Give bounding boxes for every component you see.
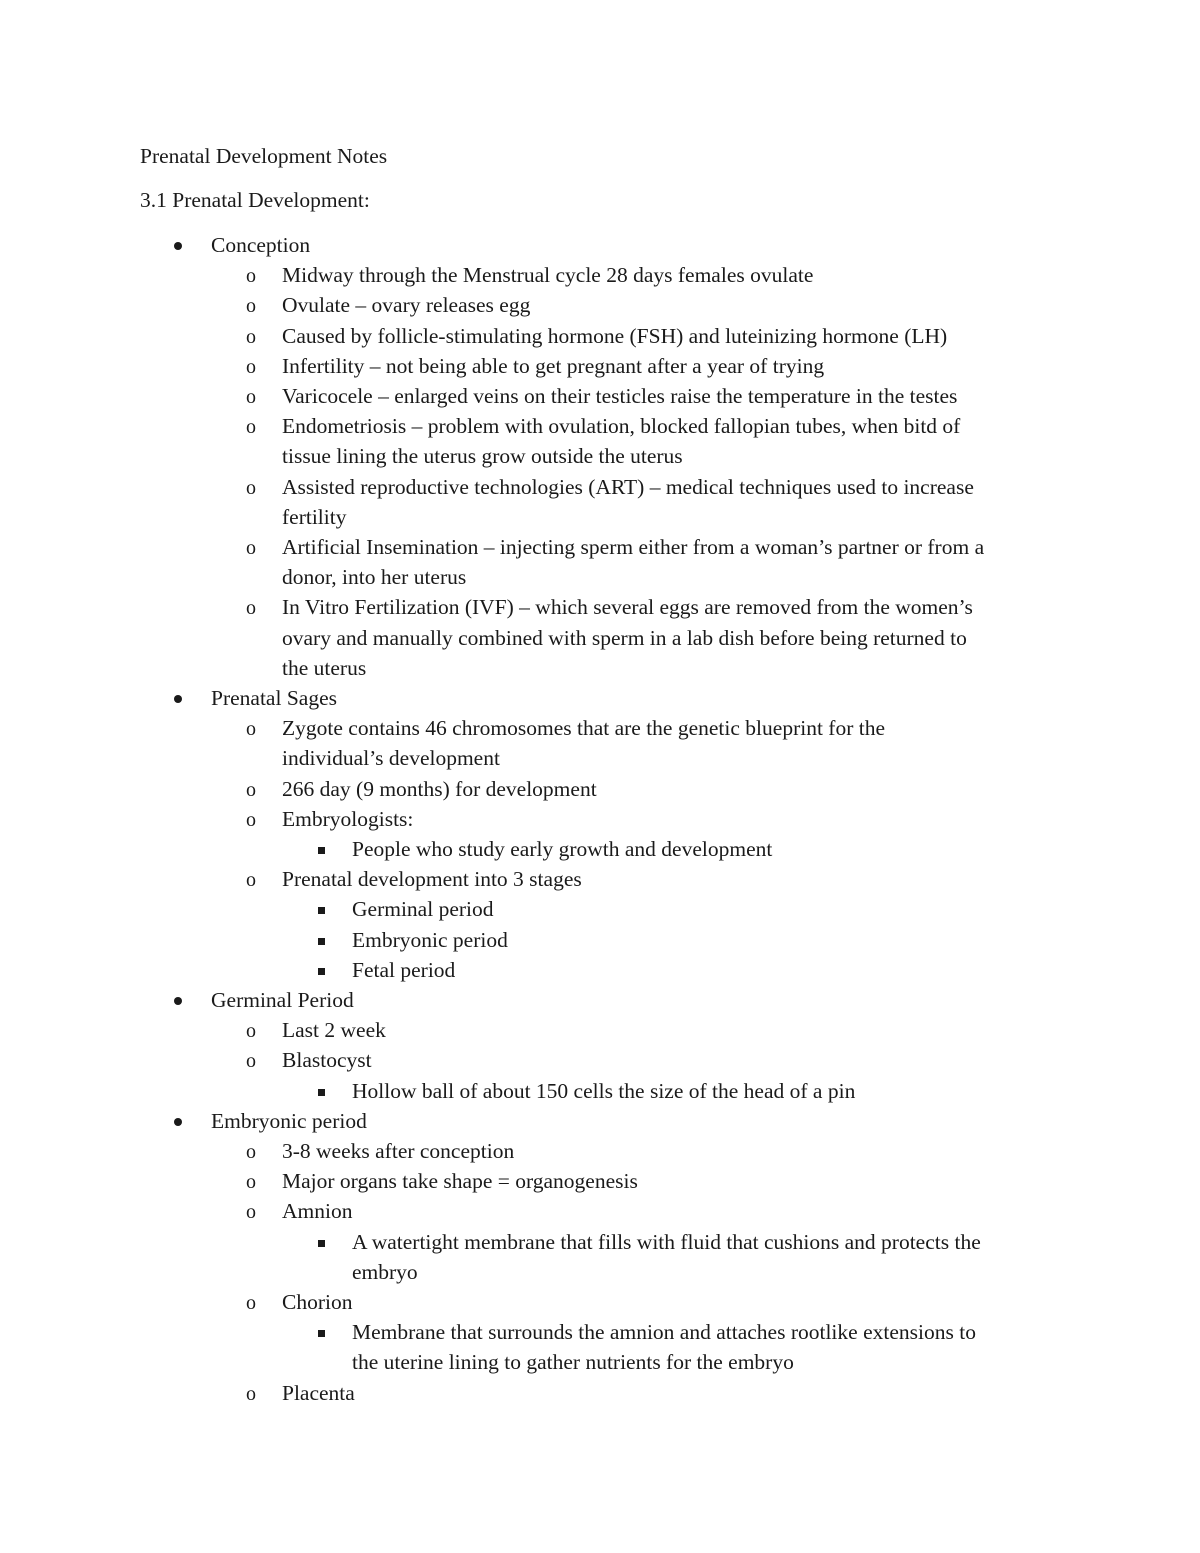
bullet-square-icon xyxy=(318,907,325,914)
bullet-disc-icon xyxy=(174,1118,182,1126)
bullet-circle-icon: o xyxy=(246,1201,256,1224)
list-item-text: Placenta xyxy=(282,1380,355,1405)
list-item-text: Blastocyst xyxy=(282,1048,372,1073)
bullet-circle-icon: o xyxy=(246,325,256,348)
list-item-text: Conception xyxy=(211,233,311,257)
list-item-text: 3-8 weeks after conception xyxy=(282,1139,515,1163)
list-item-text: Infertility – not being able to get pregnant after a year of trying xyxy=(282,353,825,378)
list-item-text: embryo xyxy=(352,1259,418,1284)
bullet-circle-icon: o xyxy=(246,537,256,559)
list-item-text: Fetal period xyxy=(352,957,456,982)
list-item-text: fertility xyxy=(282,504,347,529)
bullet-square-icon xyxy=(318,1089,325,1096)
bullet-circle-icon: o xyxy=(246,718,256,741)
section-heading: 3.1 Prenatal Development: xyxy=(140,188,370,212)
bullet-circle-icon: o xyxy=(246,808,256,831)
bullet-circle-icon: o xyxy=(246,1050,256,1073)
list-item-text: Embryonic period xyxy=(352,927,508,952)
list-item-text: Prenatal development into 3 stages xyxy=(282,867,582,892)
list-item-text: Germinal Period xyxy=(211,988,354,1012)
bullet-disc-icon xyxy=(174,997,182,1005)
bullet-square-icon xyxy=(318,1330,325,1337)
bullet-circle-icon: o xyxy=(246,1382,256,1405)
list-item-text: Endometriosis – problem with ovulation, blocked fallopian tubes, when bitd of xyxy=(282,414,961,439)
list-item-text: Prenatal Sages xyxy=(211,686,337,710)
bullet-disc-icon xyxy=(174,242,182,250)
list-item-text: Assisted reproductive technologies (ART) – medical techniques used to increase xyxy=(282,474,974,499)
list-item-text: Last 2 week xyxy=(282,1018,386,1043)
list-item-text: Midway through the Menstrual cycle 28 days females ovulate xyxy=(282,263,814,288)
bullet-circle-icon: o xyxy=(246,1020,256,1043)
list-item-text: Embryologists: xyxy=(282,806,414,831)
list-item-text: Embryonic period xyxy=(211,1108,367,1133)
bullet-circle-icon: o xyxy=(246,355,256,378)
list-item-text: ovary and manually combined with sperm in a lab dish before being returned to xyxy=(282,625,967,650)
bullet-circle-icon: o xyxy=(246,597,256,620)
bullet-square-icon xyxy=(318,938,325,945)
bullet-circle-icon: o xyxy=(246,1292,256,1314)
list-item-text: A watertight membrane that fills with fluid that cushions and protects the xyxy=(352,1229,981,1254)
list-item-text: People who study early growth and development xyxy=(352,837,773,861)
list-item-text: donor, into her uterus xyxy=(282,565,467,590)
list-item-text: Zygote contains 46 chromosomes that are the genetic blueprint for the xyxy=(282,716,886,741)
list-item-text: Amnion xyxy=(282,1199,353,1224)
list-item-text: In Vitro Fertilization (IVF) – which several eggs are removed from the women’s xyxy=(282,595,973,620)
list-item-text: tissue lining the uterus grow outside the uterus xyxy=(282,444,683,469)
list-item-text: the uterine lining to gather nutrients for the embryo xyxy=(352,1350,794,1375)
list-item-text: individual’s development xyxy=(282,746,500,771)
bullet-circle-icon: o xyxy=(246,869,256,892)
bullet-circle-icon: o xyxy=(246,476,256,499)
bullet-circle-icon: o xyxy=(246,265,256,288)
bullet-circle-icon: o xyxy=(246,1171,256,1194)
list-item-text: Germinal period xyxy=(352,897,494,922)
bullet-square-icon xyxy=(318,847,325,854)
document-title: Prenatal Development Notes xyxy=(140,144,388,168)
list-item-text: Chorion xyxy=(282,1290,353,1314)
list-item-text: Hollow ball of about 150 cells the size of the head of a pin xyxy=(352,1078,856,1103)
bullet-circle-icon: o xyxy=(246,1141,256,1163)
list-item-text: Major organs take shape = organogenesis xyxy=(282,1169,638,1194)
bullet-disc-icon xyxy=(174,695,182,703)
bullet-circle-icon: o xyxy=(246,778,256,801)
bullet-circle-icon: o xyxy=(246,386,256,408)
list-item-text: Artificial Insemination – injecting sperm either from a woman’s partner or from a xyxy=(282,535,985,559)
list-item-text: Membrane that surrounds the amnion and attaches rootlike extensions to xyxy=(352,1320,976,1345)
list-item-text: the uterus xyxy=(282,655,367,680)
list-item-text: Ovulate – ovary releases egg xyxy=(282,293,531,318)
list-item-text: Caused by follicle-stimulating hormone (FSH) and luteinizing hormone (LH) xyxy=(282,323,948,348)
list-item-text: Varicocele – enlarged veins on their testicles raise the temperature in the testes xyxy=(282,384,958,408)
bullet-circle-icon: o xyxy=(246,416,256,439)
bullet-square-icon xyxy=(318,968,325,975)
list-item-text: 266 day (9 months) for development xyxy=(282,776,597,801)
bullet-circle-icon: o xyxy=(246,295,256,318)
bullet-square-icon xyxy=(318,1240,325,1247)
